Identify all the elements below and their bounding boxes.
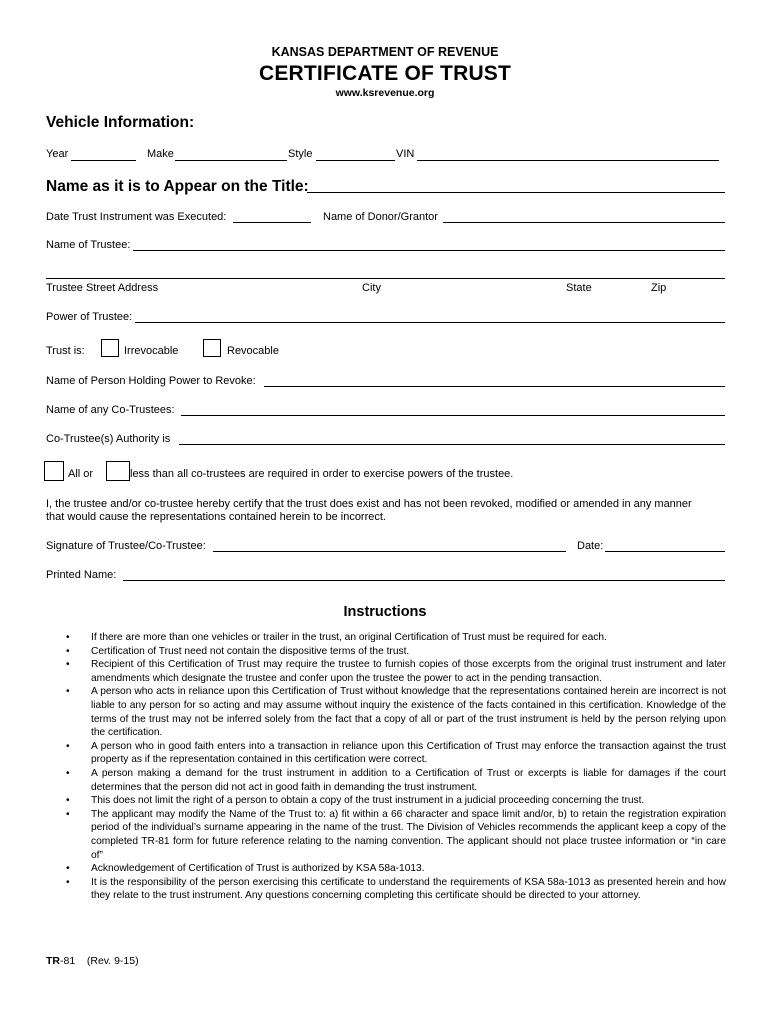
title-name-field[interactable] (307, 192, 725, 193)
style-label: Style (288, 148, 313, 160)
vin-label: VIN (396, 148, 415, 160)
bullet-icon: • (66, 740, 70, 752)
certify-text-cont: that would cause the representations contained herein to be incorrect. (46, 511, 386, 523)
trustee-name-label: Name of Trustee: (46, 239, 131, 251)
bullet-icon: • (66, 767, 70, 779)
form-number (46, 955, 139, 967)
all-checkbox[interactable] (44, 461, 64, 481)
bullet-icon: • (66, 686, 70, 698)
all-or-label: All or (68, 468, 94, 480)
date-executed-label: Date Trust Instrument was Executed: (46, 211, 227, 223)
form-prefix: TR (46, 955, 60, 967)
trustee-name-field[interactable] (133, 250, 725, 251)
instructions-heading: Instructions (343, 604, 427, 620)
agency-name: KANSAS DEPARTMENT OF REVENUE (271, 45, 499, 59)
zip-label: Zip (651, 282, 667, 294)
bullet-icon: • (66, 632, 70, 643)
bullet-icon: • (66, 645, 70, 657)
make-label: Make (147, 148, 174, 160)
trustee-address-field[interactable] (46, 278, 725, 279)
donor-label: Name of Donor/Grantor (323, 211, 438, 223)
vin-field[interactable] (417, 160, 719, 161)
trust-is-label: Trust is: (46, 345, 85, 357)
instruction-item: • It is the responsibility of the person exercising this certificate to understand the requirements of KSA 58a-1013 as presented herein and how they relate to the trust instrument. Any questions concerning completing this certificate should be directed to your attorney. (66, 876, 726, 902)
instruction-item: • Certification of Trust need not contain the dispositive terms of the trust. (66, 645, 410, 657)
cotrustees-field[interactable] (181, 415, 725, 416)
revoke-label: Name of Person Holding Power to Revoke: (46, 375, 256, 387)
instruction-item: • Acknowledgement of Certification of Trust is authorized by KSA 58a-1013. (66, 863, 425, 875)
less-than-label: less than all co-trustees are required in order to exercise powers of the trustee. (130, 468, 514, 480)
donor-field[interactable] (443, 222, 725, 223)
power-label: Power of Trustee: (46, 311, 133, 323)
title-name-heading: Name as it is to Appear on the Title: (46, 178, 309, 195)
year-label: Year (46, 148, 69, 160)
instruction-item: • The applicant may modify the Name of the Trust to: a) fit within a 66 character and space limit and/or, b) to retain the registration expiration period of the individual’s surname appearing in the name of the trust. The Division of Vehicles recommends the applicant keep a copy of the completed TR-81 form for future reference relating to the naming convention. The applicant should not place trustee information or “in care of” (66, 808, 726, 861)
instruction-item: • A person who in good faith enters into a transaction in reliance upon this Certification of Trust may enforce the transaction against the trust property as if the representation contained in this certification were correct. (66, 740, 726, 766)
street-address-label: Trustee Street Address (46, 282, 159, 294)
bullet-icon: • (66, 659, 70, 671)
bullet-icon: • (66, 863, 70, 875)
instruction-item: • This does not limit the right of a person to obtain a copy of the trust instrument in a judicial proceeding concerning the trust. (66, 795, 645, 807)
instruction-item: • Recipient of this Certification of Trust may require the trustee to furnish copies of those excerpts from the original trust instrument and later amendments which designate the trustee and confer upon the trustee the power to act in the pending transaction. (66, 659, 726, 684)
form-title: CERTIFICATE OF TRUST (258, 62, 512, 85)
authority-label: Co-Trustee(s) Authority is (46, 433, 171, 445)
instructions-list (66, 631, 726, 903)
less-than-checkbox[interactable] (106, 461, 130, 481)
revocable-label: Revocable (227, 345, 279, 357)
instruction-item: • A person who acts in reliance upon this Certification of Trust without knowledge that the representations contained herein are incorrect is not liable to any person for so acting and may assume without inquiry the existence of the facts contained in this certification. Knowledge of the terms of the trust may not be inferred solely from the fact that a copy of all or part of the trust instrument is held by the person relying upon the certification. (66, 686, 726, 739)
date-field[interactable] (605, 551, 725, 552)
instruction-item: • If there are more than one vehicles or trailer in the trust, an original Certification of Trust must be required for each. (66, 632, 607, 643)
irrevocable-checkbox[interactable] (101, 339, 119, 357)
state-label: State (566, 282, 592, 294)
signature-label: Signature of Trustee/Co-Trustee: (46, 540, 206, 552)
form-suffix: -81 (60, 955, 76, 967)
date-label: Date: (577, 540, 604, 552)
cotrustees-label: Name of any Co-Trustees: (46, 404, 175, 416)
year-field[interactable] (71, 160, 136, 161)
website-link[interactable]: www.ksrevenue.org (335, 87, 435, 99)
bullet-icon: • (66, 795, 70, 807)
authority-field[interactable] (179, 444, 725, 445)
revoke-field[interactable] (264, 386, 725, 387)
printed-name-label: Printed Name: (46, 569, 117, 581)
printed-name-field[interactable] (123, 580, 725, 581)
certify-text: I, the trustee and/or co-trustee hereby certify that the trust does exist and has not been revoked, modified or amended in any manner (46, 498, 692, 510)
date-executed-field[interactable] (233, 222, 311, 223)
revocable-checkbox[interactable] (203, 339, 221, 357)
signature-field[interactable] (213, 551, 566, 552)
bullet-icon: • (66, 808, 70, 820)
bullet-icon: • (66, 876, 70, 888)
revision-date: (Rev. 9-15) (86, 955, 139, 967)
irrevocable-label: Irrevocable (124, 345, 179, 357)
power-field[interactable] (135, 322, 725, 323)
style-field[interactable] (316, 160, 395, 161)
make-field[interactable] (175, 160, 287, 161)
city-label: City (362, 282, 381, 294)
vehicle-info-heading: Vehicle Information: (46, 114, 195, 131)
instruction-item: • A person making a demand for the trust instrument in addition to a Certification of Trust or excerpts is liable for damages if the court determines that the person did not act in good faith in demanding the trust instrument. (66, 767, 726, 793)
